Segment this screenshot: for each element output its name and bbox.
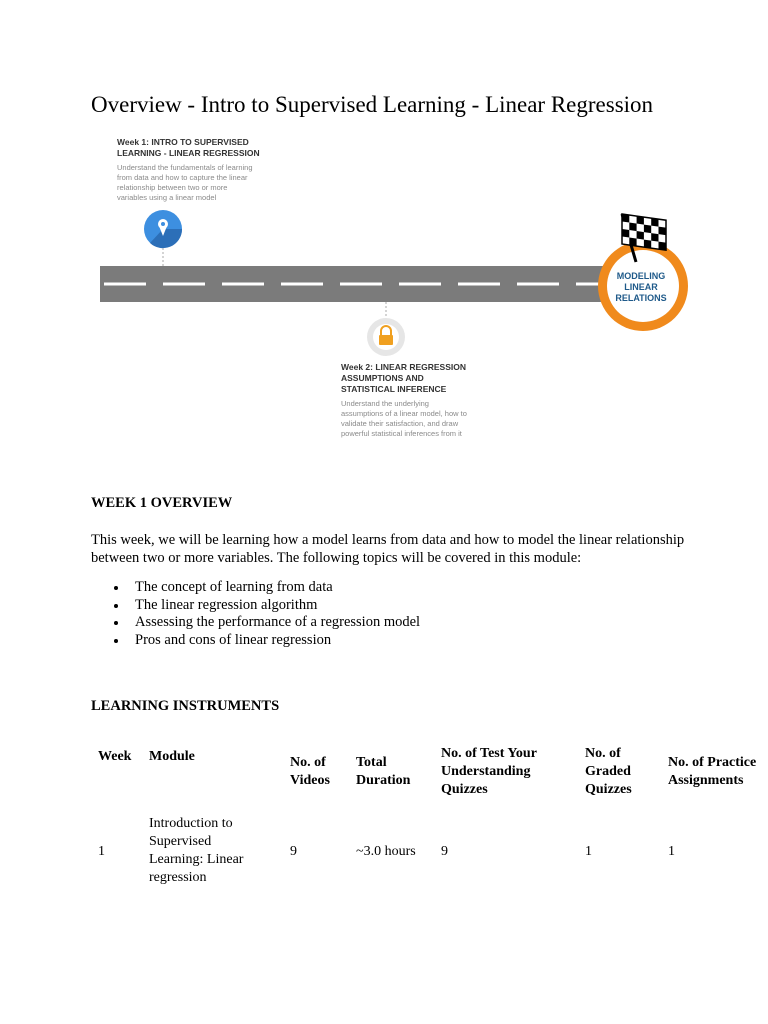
week1-milestone xyxy=(117,137,267,203)
week1-description: Understand the fundamentals of learning from data and how to capture the linear relationship between two or more variables using a linear model xyxy=(117,163,253,202)
header-graded-quizzes: No. of Graded Quizzes xyxy=(585,746,632,797)
cell-tyu-quizzes: 9 xyxy=(441,844,448,859)
header-videos: No. of Videos xyxy=(290,755,330,788)
list-item: The linear regression algorithm xyxy=(91,597,420,615)
list-item: Assessing the performance of a regression model xyxy=(91,614,420,632)
header-week: Week xyxy=(98,749,132,764)
cell-graded-quizzes: 1 xyxy=(585,844,592,859)
week2-description: Understand the underlying assumptions of a linear model, how to validate their satisfaction, and draw powerful statistical inferences from it xyxy=(341,399,467,438)
list-item: The concept of learning from data xyxy=(91,579,420,597)
page-title: Overview - Intro to Supervised Learning - Linear Regression xyxy=(91,92,654,117)
overview-paragraph: This week, we will be learning how a model learns from data and how to model the linear relationship between two or more variables. The following topics will be covered in this module: xyxy=(91,532,685,566)
learning-instruments-heading: LEARNING INSTRUMENTS xyxy=(91,698,280,714)
lock-icon xyxy=(367,318,405,356)
header-module: Module xyxy=(149,749,195,764)
week1-heading: Week 1: INTRO TO SUPERVISED LEARNING - LINEAR REGRESSION xyxy=(117,137,260,158)
header-tyu-quizzes: No. of Test Your Understanding Quizzes xyxy=(441,746,537,797)
cell-practice-assignments: 1 xyxy=(668,844,675,859)
topics-list xyxy=(91,579,420,650)
cell-videos: 9 xyxy=(290,844,297,859)
goal-label: MODELING LINEAR RELATIONS xyxy=(615,271,667,303)
header-practice-assignments: No. of Practice Assignments xyxy=(668,755,757,788)
week2-milestone xyxy=(341,362,481,439)
list-item: Pros and cons of linear regression xyxy=(91,632,420,650)
cell-duration: ~3.0 hours xyxy=(356,844,416,859)
location-pin-icon xyxy=(144,210,182,248)
week2-heading: Week 2: LINEAR REGRESSION ASSUMPTIONS AND STATISTICAL INFERENCE xyxy=(341,362,467,394)
header-duration: Total Duration xyxy=(356,755,411,788)
week-overview-heading: WEEK 1 OVERVIEW xyxy=(91,495,233,511)
cell-week: 1 xyxy=(98,844,105,859)
cell-module: Introduction to Supervised Learning: Linear regression xyxy=(149,816,244,885)
